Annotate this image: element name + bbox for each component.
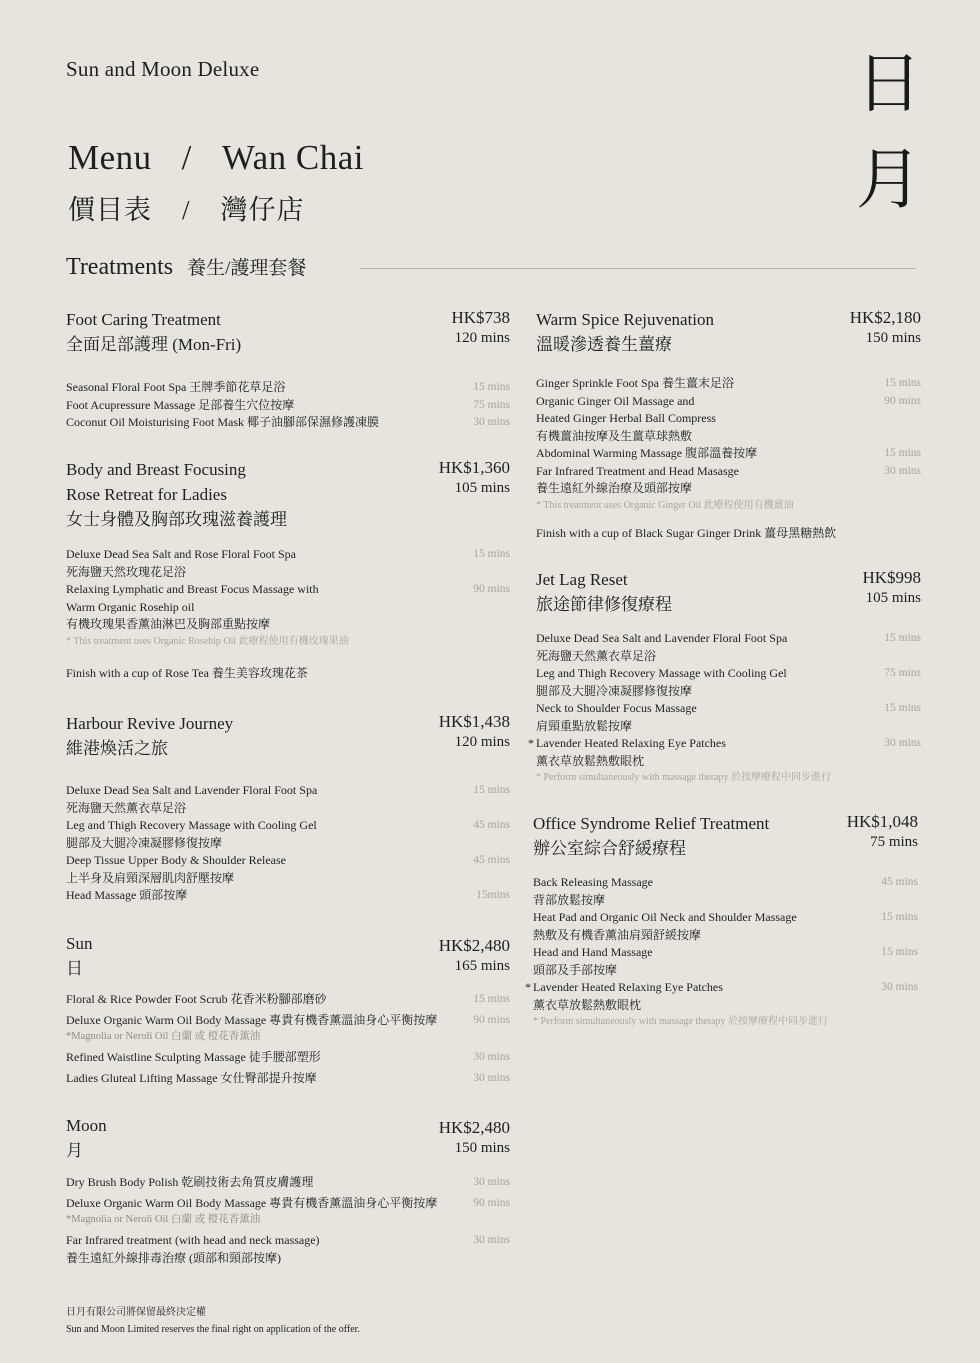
list-item-zh: 薰衣草放鬆熱敷眼枕 (533, 997, 642, 1012)
office-syndrome-items (525, 874, 918, 1029)
treatment-name: Body and Breast Focusing (66, 460, 246, 479)
list-item-zh: 有機玫瑰果香薰油淋巴及胸部重點按摩 (66, 617, 271, 631)
list-item: Deluxe Dead Sea Salt and Lavender Floral Foot Spa 15 mins (536, 631, 921, 645)
list-item: Leg and Thigh Recovery Massage with Cooling Gel 75 mins (536, 666, 921, 680)
title-separator-zh: / (182, 195, 191, 225)
list-item: Seasonal Floral Foot Spa 王牌季節花草足浴 15 mins (66, 380, 510, 394)
list-item: Deluxe Dead Sea Salt and Lavender Floral Foot Spa 15 mins (66, 783, 510, 797)
list-item: Head Massage 頭部按摩 15mins (66, 888, 510, 902)
treatment-name-zh: 維港煥活之旅 (66, 739, 168, 758)
title-location: Wan Chai (221, 138, 365, 177)
title-location-zh: 灣仔店 (220, 195, 305, 225)
section-title-en: Treatments (66, 254, 174, 280)
list-item: Dry Brush Body Polish 乾刷技術去角質皮膚護理 30 mins (66, 1175, 510, 1189)
list-item: Back Releasing Massage 45 mins (533, 875, 918, 889)
title-menu-zh: 價目表 (68, 195, 152, 225)
treatment-name-zh: 全面足部護理 (Mon-Fri) (66, 335, 242, 354)
treatment-note: * Perform simultaneously with massage therapy 於按摩療程中同步進行 (536, 772, 831, 783)
treatment-duration: 165 mins (454, 958, 510, 974)
treatment-name-zh: 辦公室綜合舒緩療程 (533, 839, 686, 858)
list-item: Heat Pad and Organic Oil Neck and Shoulder Massage 15 mins (533, 910, 918, 924)
treatment-price: HK$998 105 mins (862, 567, 921, 609)
list-item: * Lavender Heated Relaxing Eye Patches 30 mins (536, 735, 921, 753)
list-item: Far Infrared treatment (with head and neck massage) 30 mins (66, 1233, 510, 1247)
list-item: Ginger Sprinkle Foot Spa 養生薑末足浴 15 mins (536, 376, 921, 390)
foot-caring-items (66, 379, 510, 432)
list-item: Relaxing Lymphatic and Breast Focus Massage with 90 mins (66, 582, 510, 596)
list-item: Coconut Oil Moisturising Foot Mask 椰子油腳部保濕修護凍膜 30 mins (66, 415, 510, 429)
list-item: Head and Hand Massage 15 mins (533, 945, 918, 959)
treatment-price: HK$2,180 150 mins (850, 307, 921, 349)
section-title-zh: 養生/護理套餐 (187, 258, 307, 279)
warm-spice-items (536, 375, 921, 542)
section-heading (66, 253, 306, 281)
treatment-office-syndrome (533, 811, 918, 861)
treatment-price: HK$738 120 mins (451, 307, 510, 349)
treatment-name-zh: 旅途節律修復療程 (536, 595, 672, 614)
logo-sun-glyph: 日 (856, 48, 922, 121)
list-item: Organic Ginger Oil Massage and 90 mins (536, 393, 921, 408)
treatment-price: HK$1,438 120 mins (439, 711, 510, 753)
oil-note: *Magnolia or Neroli Oil 白蘭 或 橙花香薰油 (66, 1031, 261, 1042)
treatment-duration: 150 mins (865, 330, 921, 346)
treatment-name-zh: 月 (66, 1141, 83, 1160)
treatment-duration: 120 mins (454, 734, 510, 750)
list-item-zh: 背部放鬆按摩 (533, 892, 606, 907)
list-item: Deluxe Organic Warm Oil Body Massage 專貴有機香薰溫油身心平衡按摩 90 mins (66, 1195, 510, 1210)
treatment-duration: 150 mins (454, 1140, 510, 1156)
list-item-zh: 熱敷及有機香薰油肩頸舒緩按摩 (533, 927, 702, 942)
list-item-zh: 有機薑油按摩及生薑草球熱敷 (536, 428, 693, 443)
treatment-price: HK$2,480 165 mins (439, 935, 510, 977)
treatment-name-zh: 日 (66, 959, 83, 978)
treatment-name: Harbour Revive Journey (66, 714, 234, 733)
list-item-zh: 養生遠紅外線排毒治療 (頭部和頸部按摩) (66, 1250, 281, 1265)
page-title-zh (68, 188, 305, 227)
list-item: Far Infrared Treatment and Head Masasge 30 mins (536, 463, 921, 478)
list-item: Deluxe Dead Sea Salt and Rose Floral Foot Spa 15 mins (66, 547, 510, 561)
footer-disclaimer (66, 1304, 360, 1338)
treatment-duration: 75 mins (870, 834, 918, 850)
treatment-price: HK$1,360 105 mins (439, 457, 510, 499)
oil-note: *Magnolia or Neroli Oil 白蘭 或 橙花香薰油 (66, 1214, 261, 1225)
disclaimer-zh: 日月有限公司將保留最終決定權 (66, 1307, 206, 1318)
treatment-name: Foot Caring Treatment (66, 310, 221, 329)
treatment-finish: Finish with a cup of Rose Tea 養生美容玫瑰花茶 (66, 665, 308, 680)
body-breast-items (66, 546, 510, 682)
logo-moon-glyph: 月 (856, 144, 922, 217)
title-separator: / (181, 138, 192, 177)
list-item: Neck to Shoulder Focus Massage 15 mins (536, 701, 921, 715)
treatment-note: * This treatment uses Organic Rosehip Oil 此療程使用有機玫瑰果油 (66, 635, 349, 647)
treatment-harbour-revive (66, 711, 510, 761)
moon-items (66, 1174, 510, 1267)
treatment-name-zh: 女士身體及胸部玫瑰滋養護理 (66, 510, 287, 529)
treatment-jet-lag (536, 567, 921, 617)
treatment-warm-spice (536, 307, 921, 357)
treatment-name: Moon (66, 1116, 107, 1135)
list-item-zh: 肩頸重點放鬆按摩 (536, 718, 633, 733)
treatment-body-breast (66, 457, 510, 532)
treatment-duration: 120 mins (454, 330, 510, 346)
jet-lag-items (528, 630, 921, 785)
list-item-line2: Heated Ginger Herbal Ball Compress (536, 411, 716, 425)
treatment-duration: 105 mins (454, 480, 510, 496)
treatment-price: HK$2,480 150 mins (439, 1117, 510, 1159)
list-item-zh: 上半身及肩頸深層肌肉舒壓按摩 (66, 870, 235, 885)
list-item-line2: Warm Organic Rosehip oil (66, 599, 195, 614)
list-item: Refined Waistline Sculpting Massage 徒手腰部塑形 30 mins (66, 1050, 510, 1064)
list-item: Ladies Gluteal Lifting Massage 女仕臀部提升按摩 30 mins (66, 1070, 510, 1085)
treatment-name: Sun (66, 934, 93, 953)
treatment-note: * This treatment uses Organic Ginger Oil 此療程使用有機薑油 (536, 499, 794, 511)
list-item: * Lavender Heated Relaxing Eye Patches 30 mins (533, 979, 918, 997)
harbour-revive-items (66, 782, 510, 905)
list-item-zh: 死海鹽天然薰衣草足浴 (66, 800, 187, 815)
list-item-zh: 腿部及大腿冷凍凝膠修復按摩 (66, 835, 223, 850)
page-title-en (68, 138, 364, 178)
brand-name: Sun and Moon Deluxe (66, 57, 260, 81)
treatment-price: HK$1,048 75 mins (847, 811, 918, 853)
treatment-note: * Perform simultaneously with massage therapy 於按摩療程中同步進行 (533, 1016, 828, 1027)
list-item: Foot Acupressure Massage 足部養生穴位按摩 75 mins (66, 397, 510, 412)
list-item-zh: 薰衣草放鬆熱敷眼枕 (536, 753, 645, 768)
treatment-sun (66, 931, 510, 981)
sun-items (66, 991, 510, 1087)
treatment-moon (66, 1113, 510, 1163)
section-divider (360, 268, 916, 269)
title-menu: Menu (68, 138, 152, 177)
treatment-name-zh: 溫暖滲透養生薑療 (536, 335, 672, 354)
treatment-finish: Finish with a cup of Black Sugar Ginger Drink 薑母黑糖熱飲 (536, 525, 837, 540)
disclaimer-en: Sun and Moon Limited reserves the final right on application of the offer. (66, 1324, 360, 1335)
list-item-zh: 養生遠紅外線治療及頭部按摩 (536, 481, 693, 495)
treatment-name: Jet Lag Reset (536, 570, 628, 589)
list-item: Floral & Rice Powder Foot Scrub 花香米粉腳部磨砂 15 mins (66, 992, 510, 1006)
treatment-foot-caring (66, 307, 510, 357)
treatment-name-line2: Rose Retreat for Ladies (66, 485, 227, 504)
asterisk-marker: * (528, 736, 534, 750)
list-item-zh: 頭部及手部按摩 (533, 962, 618, 977)
list-item-zh: 死海鹽天然薰衣草足浴 (536, 648, 657, 663)
list-item-zh: 死海鹽天然玫瑰花足浴 (66, 564, 187, 579)
list-item: Deep Tissue Upper Body & Shoulder Release 45 mins (66, 853, 510, 867)
list-item-zh: 腿部及大腿冷凍凝膠修復按摩 (536, 683, 693, 698)
treatment-name: Warm Spice Rejuvenation (536, 310, 715, 329)
treatment-duration: 105 mins (865, 590, 921, 606)
list-item: Deluxe Organic Warm Oil Body Massage 專貴有機香薰溫油身心平衡按摩 90 mins (66, 1012, 510, 1027)
asterisk-marker: * (525, 980, 531, 994)
list-item: Abdominal Warming Massage 腹部溫養按摩 15 mins (536, 446, 921, 460)
list-item: Leg and Thigh Recovery Massage with Cooling Gel 45 mins (66, 818, 510, 832)
treatment-name: Office Syndrome Relief Treatment (533, 814, 770, 833)
